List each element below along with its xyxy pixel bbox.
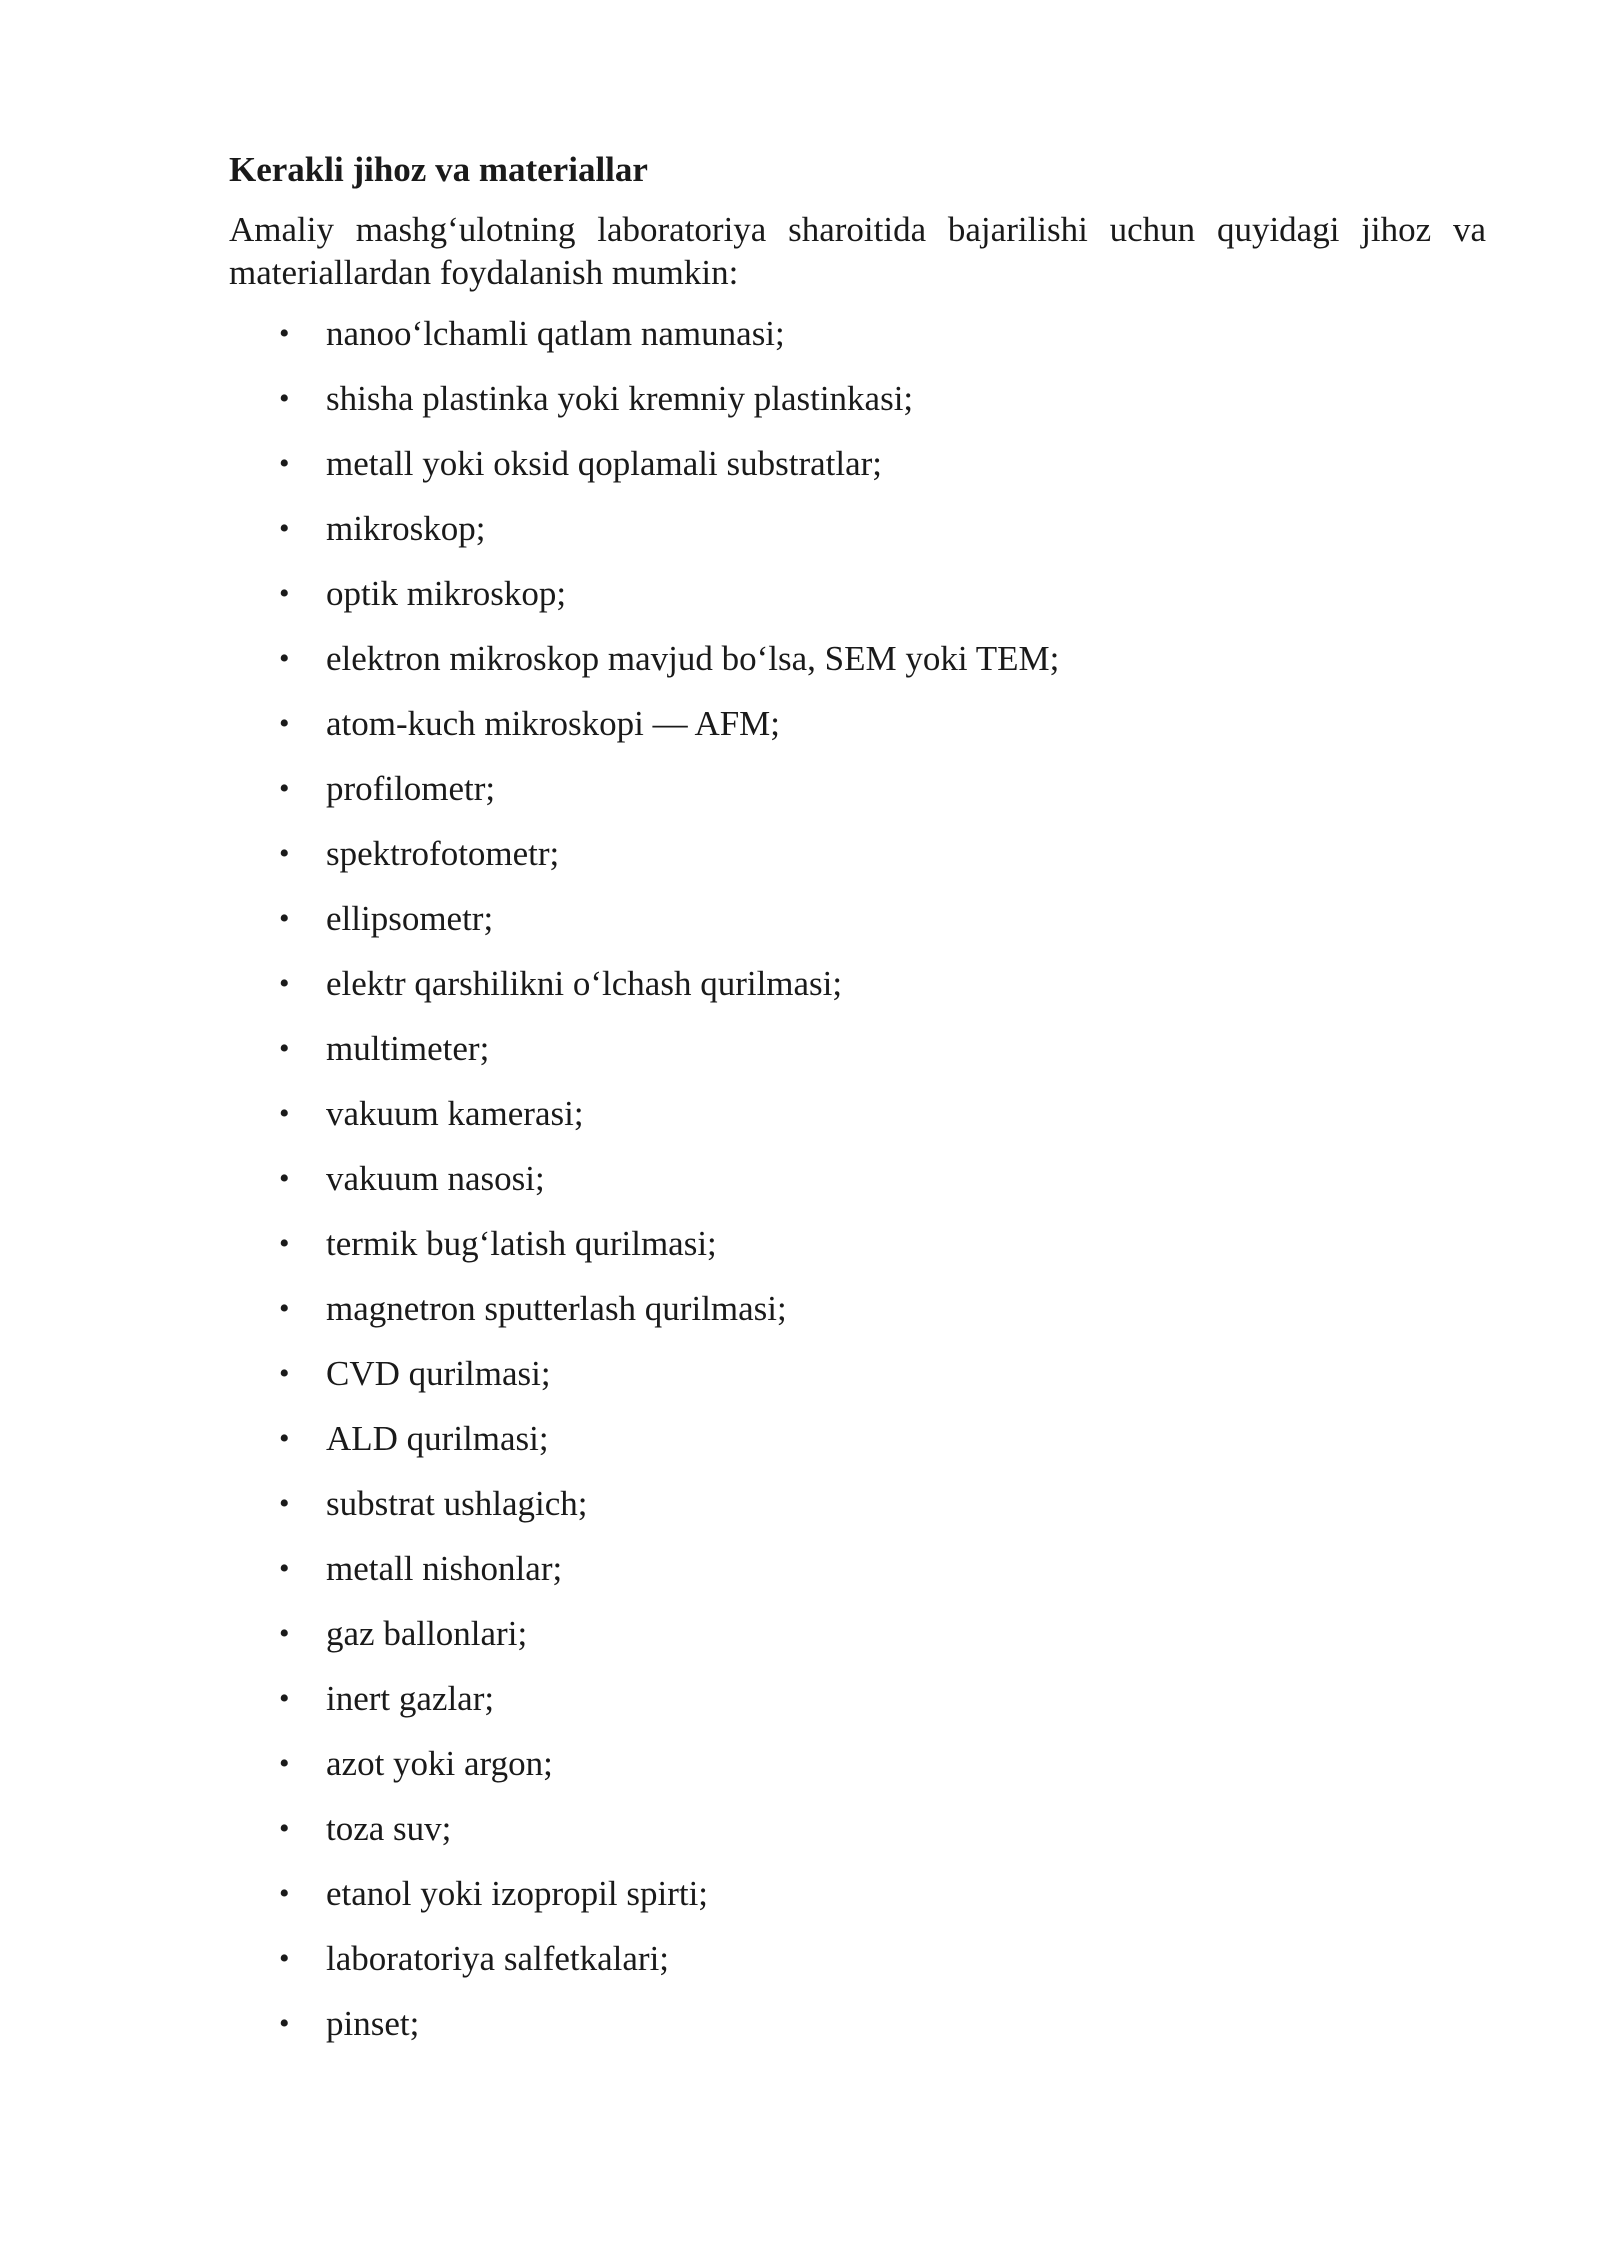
- bullet-icon: •: [279, 1357, 290, 1390]
- list-item: [229, 572, 1486, 637]
- list-item: [229, 1677, 1486, 1742]
- list-item-text: atom-kuch mikroskopi — AFM;: [326, 704, 781, 743]
- list-item-text: ellipsometr;: [326, 899, 494, 938]
- list-item-text: shisha plastinka yoki kremniy plastinkasi;: [326, 379, 914, 418]
- list-item-text: elektron mikroskop mavjud bo‘lsa, SEM yoki TEM;: [326, 639, 1060, 678]
- list-item: [229, 507, 1486, 572]
- intro-paragraph: Amaliy mashg‘ulotning laboratoriya sharoitida bajarilishi uchun quyidagi jihoz va materiallardan foydalanish mumkin:: [229, 210, 1486, 292]
- list-item: [229, 1742, 1486, 1807]
- list-item: [229, 1937, 1486, 2002]
- list-item: [229, 897, 1486, 962]
- list-item-text: inert gazlar;: [326, 1679, 495, 1718]
- bullet-icon: •: [279, 707, 290, 740]
- list-item-text: etanol yoki izopropil spirti;: [326, 1874, 709, 1913]
- list-item: [229, 1027, 1486, 1092]
- list-item-text: metall yoki oksid qoplamali substratlar;: [326, 444, 883, 483]
- list-item: [229, 377, 1486, 442]
- list-item-text: optik mikroskop;: [326, 574, 567, 613]
- bullet-icon: •: [279, 447, 290, 480]
- bullet-icon: •: [279, 1032, 290, 1065]
- bullet-icon: •: [279, 1097, 290, 1130]
- list-item-text: spektrofotometr;: [326, 834, 560, 873]
- bullet-icon: •: [279, 642, 290, 675]
- bullet-icon: •: [279, 1877, 290, 1910]
- list-item: [229, 1482, 1486, 1547]
- document-page: [229, 150, 1486, 2067]
- list-item-text: multimeter;: [326, 1029, 490, 1068]
- list-item: [229, 1157, 1486, 1222]
- list-item: [229, 832, 1486, 897]
- bullet-icon: •: [279, 1227, 290, 1260]
- list-item-text: azot yoki argon;: [326, 1744, 553, 1783]
- list-item-text: ALD qurilmasi;: [326, 1419, 549, 1458]
- list-item-text: magnetron sputterlash qurilmasi;: [326, 1289, 787, 1328]
- bullet-icon: •: [279, 1487, 290, 1520]
- bullet-icon: •: [279, 837, 290, 870]
- bullet-icon: •: [279, 512, 290, 545]
- list-item: [229, 702, 1486, 767]
- list-item-text: vakuum kamerasi;: [326, 1094, 584, 1133]
- list-item-text: laboratoriya salfetkalari;: [326, 1939, 670, 1978]
- list-item: [229, 1352, 1486, 1417]
- list-item: [229, 1872, 1486, 1937]
- list-item: [229, 1222, 1486, 1287]
- list-item: [229, 1092, 1486, 1157]
- bullet-icon: •: [279, 967, 290, 1000]
- list-item-text: toza suv;: [326, 1809, 452, 1848]
- list-item: [229, 1287, 1486, 1352]
- list-item: [229, 767, 1486, 832]
- list-item: [229, 637, 1486, 702]
- bullet-icon: •: [279, 1552, 290, 1585]
- list-item-text: metall nishonlar;: [326, 1549, 563, 1588]
- list-item-text: pinset;: [326, 2004, 420, 2043]
- section-heading: Kerakli jihoz va materiallar: [229, 150, 648, 189]
- list-item-text: CVD qurilmasi;: [326, 1354, 551, 1393]
- bullet-icon: •: [279, 1617, 290, 1650]
- list-item-text: mikroskop;: [326, 509, 486, 548]
- bullet-icon: •: [279, 1942, 290, 1975]
- list-item: [229, 1547, 1486, 1612]
- materials-list: [229, 312, 1486, 2067]
- bullet-icon: •: [279, 1162, 290, 1195]
- list-item: [229, 442, 1486, 507]
- bullet-icon: •: [279, 1747, 290, 1780]
- list-item-text: nanoo‘lchamli qatlam namunasi;: [326, 314, 785, 353]
- list-item: [229, 1612, 1486, 1677]
- list-item: [229, 2002, 1486, 2067]
- bullet-icon: •: [279, 2007, 290, 2040]
- bullet-icon: •: [279, 1812, 290, 1845]
- bullet-icon: •: [279, 902, 290, 935]
- list-item: [229, 962, 1486, 1027]
- list-item: [229, 1417, 1486, 1482]
- bullet-icon: •: [279, 1292, 290, 1325]
- bullet-icon: •: [279, 577, 290, 610]
- bullet-icon: •: [279, 317, 290, 350]
- list-item-text: vakuum nasosi;: [326, 1159, 545, 1198]
- list-item-text: substrat ushlagich;: [326, 1484, 588, 1523]
- bullet-icon: •: [279, 1422, 290, 1455]
- list-item-text: gaz ballonlari;: [326, 1614, 528, 1653]
- list-item: [229, 1807, 1486, 1872]
- bullet-icon: •: [279, 772, 290, 805]
- list-item-text: termik bug‘latish qurilmasi;: [326, 1224, 717, 1263]
- list-item-text: profilometr;: [326, 769, 496, 808]
- list-item-text: elektr qarshilikni o‘lchash qurilmasi;: [326, 964, 843, 1003]
- bullet-icon: •: [279, 1682, 290, 1715]
- list-item: [229, 312, 1486, 377]
- bullet-icon: •: [279, 382, 290, 415]
